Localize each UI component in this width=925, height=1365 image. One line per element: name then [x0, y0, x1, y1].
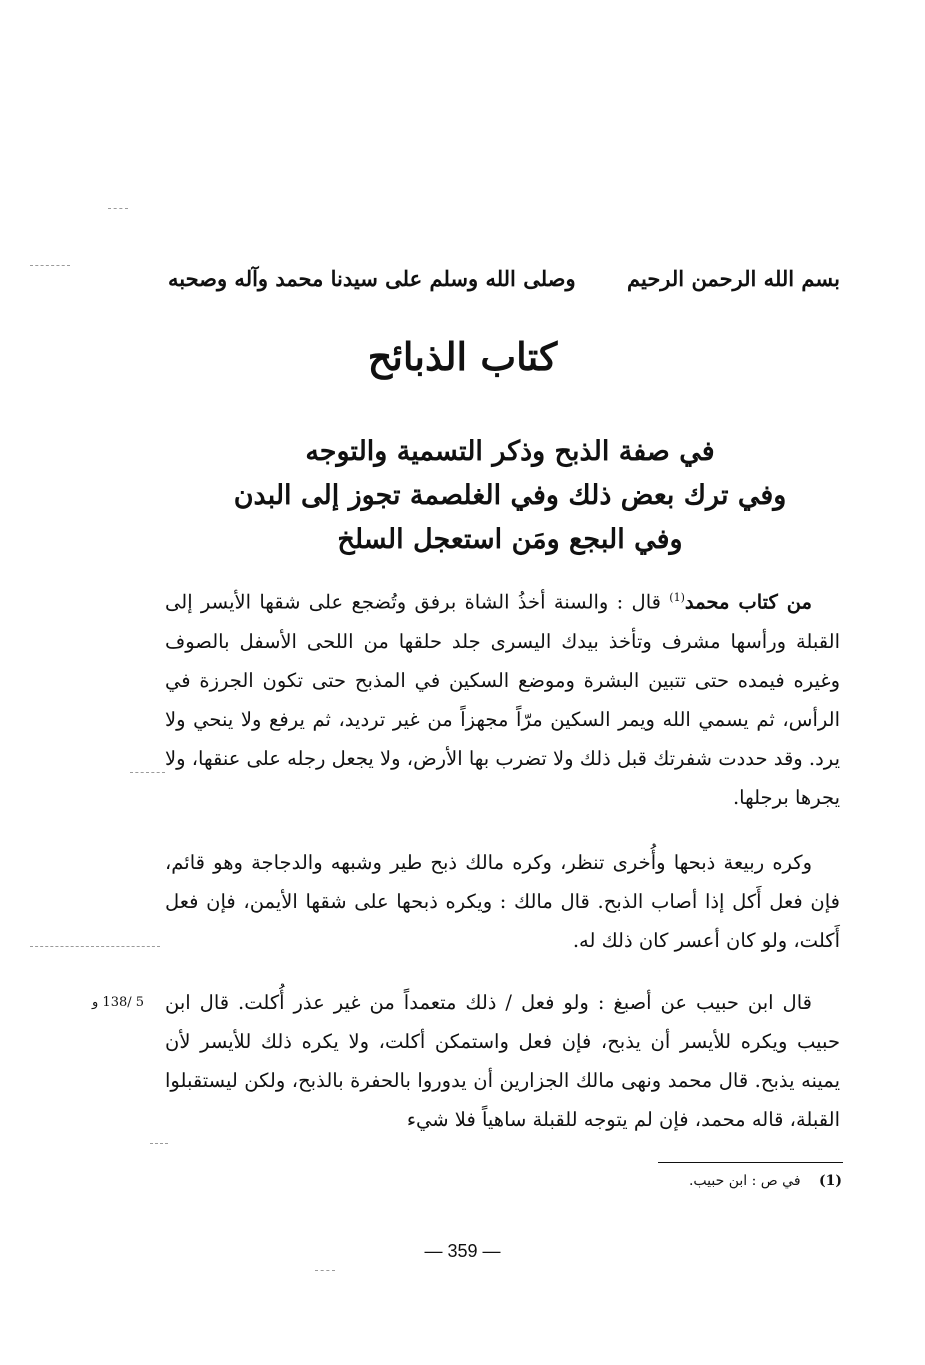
scan-artifact	[130, 772, 165, 773]
paragraph-text	[165, 578, 840, 817]
paragraph-body: قال : والسنة أخذُ الشاة برفق وتُضجع على شقها الأيسر إلى القبلة ورأسها مشرف وتأخذ بيدك اليسرى جلد حلقها من اللحى الأسفل بالصوف وغيره فيمده حتى تتبين البشرة وموضع السكين في المذبح حتى تكون الجرزة في الرأس، ثم يسمي الله ويمر السكين مرّاً مجهزاً من غير ترديد، ثم يرفع ولا ينحي ولا يرد. وقد حددت شفرتك قبل ذلك ولا تضرب بها الأرض، ولا يجعل رجله على عنقها، ولا يجرها برجلها.	[165, 590, 840, 809]
footnote-number: (1)	[819, 1173, 842, 1189]
scan-artifact	[315, 1270, 335, 1271]
footnote	[560, 1170, 842, 1192]
margin-folio-note: 5 /138 و	[92, 995, 145, 1010]
book-title: كتاب الذبائح	[367, 334, 558, 379]
header-line	[160, 262, 840, 296]
paragraph-1	[165, 578, 840, 817]
scan-artifact	[30, 946, 160, 947]
chapter-heading-line: وفي البجع ومَن استعجل السلخ	[337, 524, 683, 555]
scan-artifact	[30, 265, 70, 266]
source-reference: من كتاب محمد	[684, 590, 812, 614]
chapter-heading-line: في صفة الذبح وذكر التسمية والتوجه	[305, 436, 715, 467]
chapter-heading-line: وفي ترك بعض ذلك وفي الغلصمة تجوز إلى البدن	[233, 480, 787, 511]
scan-artifact	[108, 208, 128, 209]
paragraph-text: قال ابن حبيب عن أصبغ : ولو فعل / ذلك متعمداً من غير عذر أُكلت. قال ابن حبيب ويكره للأيسر أن يذبح، فإن فعل واستمكن أكلت، ولا يكره ذلك للأيسر لأن يمينه يذبح. قال محمد ونهى مالك الجزارين أن يدوروا بالحفرة بالذبح، ولكن ليستقبلوا القبلة، قاله محمد، فإن لم يتوجه للقبلة ساهياً فلا شيء	[165, 991, 840, 1131]
paragraph-2	[165, 843, 840, 960]
salutation: وصلى الله وسلم على سيدنا محمد وآله وصحبه	[168, 266, 576, 291]
footnote-marker: (1)	[669, 591, 685, 604]
page-number: — 359 —	[424, 1241, 501, 1261]
paragraph-3	[165, 983, 840, 1139]
chapter-heading	[230, 430, 790, 562]
paragraph-text: وكره ربيعة ذبحها وأُخرى تنظر، وكره مالك ذبح طير وشبهه والدجاجة وهو قائم، فإن فعل أَكل إذا أصاب الذبح. قال مالك : ويكره ذبحها على شقها الأيمن، فإن فعل أَكلت، ولو كان أعسر كان ذلك له.	[165, 851, 840, 952]
footnote-divider	[658, 1162, 843, 1163]
footnote-text: في ص : ابن حبيب.	[688, 1173, 801, 1189]
basmala: بسم الله الرحمن الرحيم	[627, 266, 840, 291]
scan-artifact	[150, 1143, 168, 1144]
